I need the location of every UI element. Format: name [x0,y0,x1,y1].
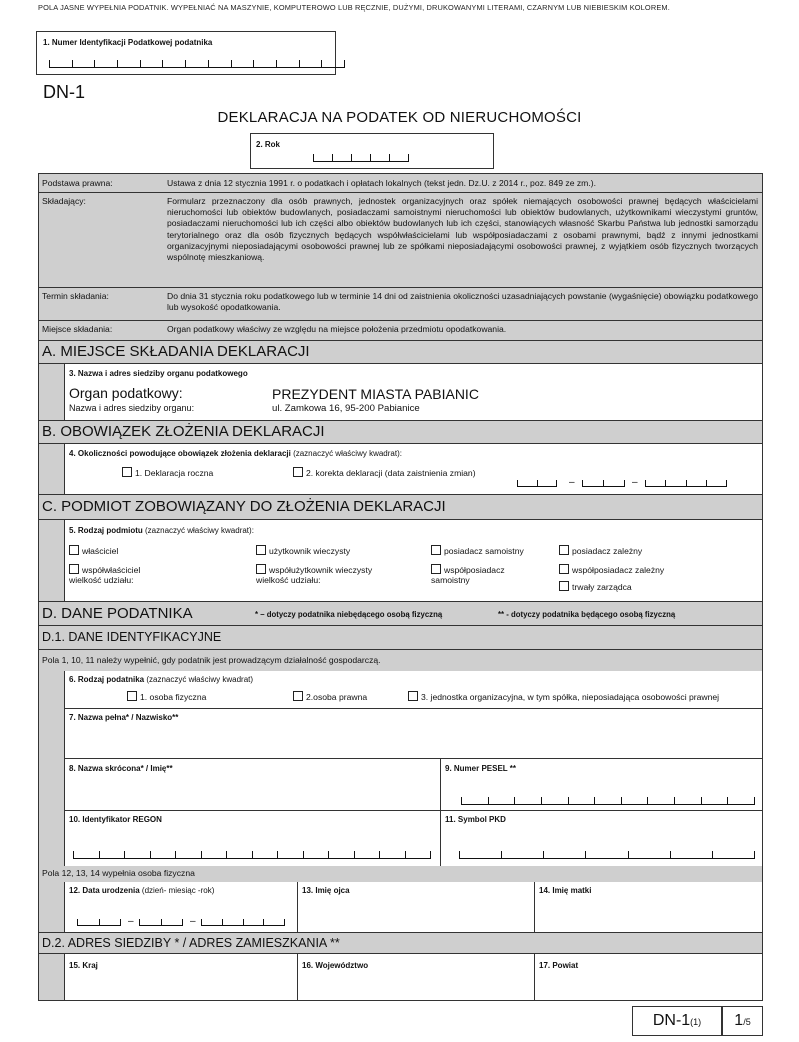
option-posiadacz-samoistny[interactable]: posiadacz samoistny [431,545,524,556]
field10-box [64,810,440,866]
miejsce-label: Miejsce składania: [42,324,113,334]
field11-label: 11. Symbol PKD [445,815,506,824]
miejsce-text: Organ podatkowy właściwy ze względu na miejsce położenia przedmiotu opodatkowania. [167,324,507,334]
pesel-input[interactable] [461,795,755,805]
organ-address: ul. Zamkowa 16, 95-200 Pabianice [272,403,420,414]
organ-label: Organ podatkowy: [69,385,183,401]
field12-box [64,882,297,932]
fill-instructions: POLA JASNE WYPEŁNIA PODATNIK. WYPEŁNIAĆ NA MASZYNIE, KOMPUTEROWO LUB RĘCZNIE, DUŻYMI, DRUKOWANYMI LITERAMI, CZARNYM LUB NIEBIESKIM KOLOREM. [38,3,670,12]
field13-label: 13. Imię ojca [302,886,350,895]
field8-box[interactable] [64,758,440,810]
d2-title: D.2. ADRES SIEDZIBY * / ADRES ZAMIESZKANIA ** [39,932,762,954]
field3-label: 3. Nazwa i adres siedziby organu podatkowego [69,369,248,378]
nip-box [36,31,336,75]
podstawa-label: Podstawa prawna: [42,178,113,188]
field9-box [440,758,762,810]
field12-label: 12. Data urodzenia (dzień- miesiąc -rok) [69,886,215,895]
skladajacy-label: Składający: [42,196,86,206]
section-a-title: A. MIEJSCE SKŁADANIA DEKLARACJI [39,340,762,364]
option-wspolposiadacz-zalezny[interactable]: współposiadacz zależny [559,564,664,575]
year-box [250,133,494,169]
note-non-person: * – dotyczy podatnika niebędącego osobą fizyczną [255,610,443,619]
option-posiadacz-zalezny[interactable]: posiadacz zależny [559,545,642,556]
pkd-input[interactable] [459,849,755,859]
field5-box [64,520,762,601]
d1-note-2: Pola 12, 13, 14 wypełnia osoba fizyczna [42,868,195,878]
field4-box [64,444,762,494]
footer-page-number: 1/5 [722,1006,763,1036]
option-wspolwlasciciel[interactable]: współwłaściciel wielkość udziału: [69,565,141,585]
option-annual[interactable]: 1. Deklaracja roczna [122,467,213,478]
field4-label: 4. Okoliczności powodujące obowiązek złożenia deklaracji (zaznaczyć właściwy kwadrat): [69,449,402,458]
field8-label: 8. Nazwa skrócona* / Imię** [69,764,173,773]
field17-box[interactable] [534,954,762,1000]
option-osoba-fizyczna[interactable]: 1. osoba fizyczna [127,691,206,702]
skladajacy-text: Formularz przeznaczony dla osób prawnych, jednostek organizacyjnych oraz spółek niemających osobowości prawnej będących właścicielami nieruchomości lub obiektów budowlanych, posiadaczami samoistnymi nieruchomości lub obiektów budowlanych, użytkownikami wieczystymi gruntów, posiadaczami nieruchomości lub ich części albo obiektów budowlanych lub ich części, stanowiących własność Skarbu Państwa lub jednostki samorządu terytorialnego oraz dla osób fizycznych będących współwłaścicielami lub współposiadaczami z osobami prawnymi, bądź z innymi jednostkami organizacyjnymi nieposiadającymi osobowości prawnej lub ze spółkami nieposiadającymi osobowości prawnej, z wyjątkiem osób fizycznych tworzących wspólnotę mieszkaniową. [167,196,758,263]
d1-note: Pola 1, 10, 11 należy wypełnić, gdy podatnik jest prowadzącym działalność gospodarczą. [42,655,381,665]
form-title: DEKLARACJA NA PODATEK OD NIERUCHOMOŚCI [217,109,582,126]
field6-label: 6. Rodzaj podatnika (zaznaczyć właściwy kwadrat) [69,675,254,684]
field7-box[interactable] [64,708,762,758]
termin-text: Do dnia 31 stycznia roku podatkowego lub w terminie 14 dni od zaistnienia okoliczności uzasadniających powstanie (wygaśnięcie) obowiązku podatkowego lub wysokość opodatkowania. [167,291,758,313]
section-c-title: C. PODMIOT ZOBOWIĄZANY DO ZŁOŻENIA DEKLARACJI [39,494,762,520]
checkbox-annual[interactable] [122,467,132,477]
correction-date-input[interactable]: – – [517,477,759,489]
d1-title: D.1. DANE IDENTYFIKACYJNE [39,626,762,650]
option-wlasciciel[interactable]: właściciel [69,545,118,556]
field17-label: 17. Powiat [539,961,579,970]
organ-value: PREZYDENT MIASTA PABIANIC [272,386,479,402]
option-trwaly-zarzadca[interactable]: trwały zarządca [559,581,632,592]
option-wspoluzytkownik[interactable]: współużytkownik wieczysty wielkość udziału: [256,565,373,585]
field13-box[interactable] [297,882,534,932]
option-wspolposiadacz[interactable]: współposiadacz samoistny [431,565,505,585]
birthdate-input[interactable]: – – [77,916,287,928]
field10-label: 10. Identyfikator REGON [69,815,162,824]
year-label: 2. Rok [256,140,281,149]
field16-box[interactable] [297,954,534,1000]
field16-label: 16. Województwo [302,961,369,970]
footer-form-code: DN-1(1) [632,1006,722,1036]
section-b-title: B. OBOWIĄZEK ZŁOŻENIA DEKLARACJI [39,420,762,444]
section-d-title: D. DANE PODATNIKA * – dotyczy podatnika niebędącego osobą fizyczną ** - dotyczy podatnika będącego osobą fizyczną [39,601,762,626]
organ-box [64,364,762,421]
field14-label: 14. Imię matki [539,886,592,895]
field5-label: 5. Rodzaj podmiotu (zaznaczyć właściwy kwadrat): [69,526,254,535]
field9-label: 9. Numer PESEL ** [445,764,516,773]
note-person: ** - dotyczy podatnika będącego osobą fizyczną [498,610,676,619]
regon-input[interactable] [73,849,431,859]
checkbox-correction[interactable] [293,467,303,477]
termin-label: Termin składania: [42,291,109,301]
field15-box[interactable] [64,954,297,1000]
field6-box [64,671,762,708]
option-osoba-prawna[interactable]: 2.osoba prawna [293,691,367,702]
podstawa-text: Ustawa z dnia 12 stycznia 1991 r. o podatkach i opłatach lokalnych (tekst jedn. Dz.U. z 2014 r., poz. 849 ze zm.). [167,178,596,188]
field14-box[interactable] [534,882,762,932]
declaration-form [38,173,763,1001]
year-input[interactable] [313,152,409,162]
field7-label: 7. Nazwa pełna* / Nazwisko** [69,713,179,722]
form-code: DN-1 [43,82,86,102]
nip-input[interactable] [49,58,345,68]
option-uzytkownik[interactable]: użytkownik wieczysty [256,545,350,556]
nip-label: 1. Numer Identyfikacji Podatkowej podatnika [43,38,213,47]
option-jednostka[interactable]: 3. jednostka organizacyjna, w tym spółka, nieposiadająca osobowości prawnej [408,691,719,702]
organ-sub-label: Nazwa i adres siedziby organu: [69,403,195,413]
field15-label: 15. Kraj [69,961,98,970]
option-correction[interactable]: 2. korekta deklaracji (data zaistnienia zmian) [293,467,476,478]
field11-box [440,810,762,866]
